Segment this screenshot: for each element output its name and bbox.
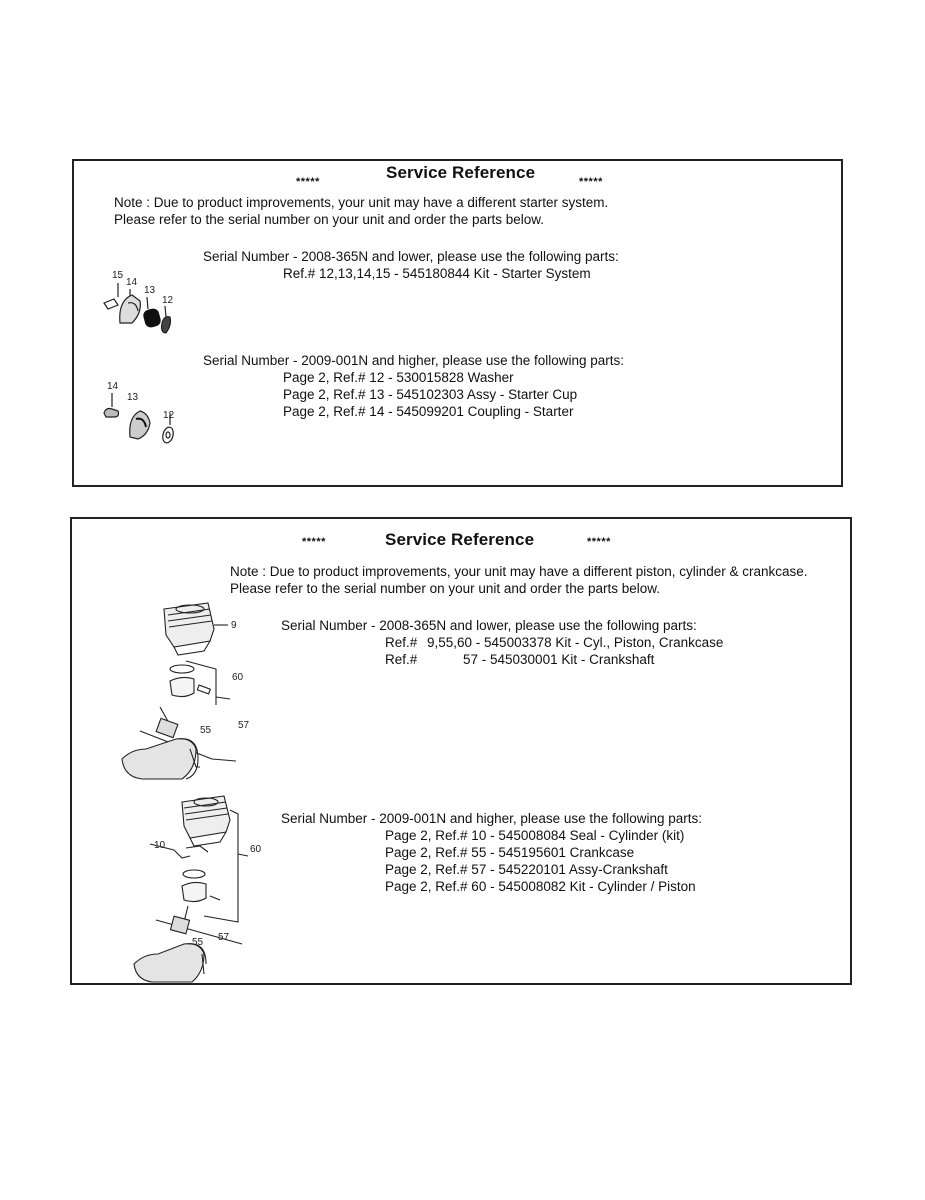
old-serial-heading: Serial Number - 2008-365N and lower, please use the following parts: (203, 249, 619, 264)
part-line: Page 2, Ref.# 13 - 545102303 Assy - Starter Cup (283, 387, 578, 402)
callout-13: 13 (144, 285, 156, 296)
engine-exploded-drawing (124, 794, 254, 984)
part-line: Page 2, Ref.# 55 - 545195601 Crankcase (385, 845, 635, 860)
ref-label: Ref.# (385, 652, 418, 667)
old-serial-section (281, 617, 723, 668)
ref-label: Ref.# (385, 635, 418, 650)
callout-9: 9 (231, 620, 237, 631)
new-serial-section (203, 352, 624, 420)
part-line: Page 2, Ref.# 12 - 530015828 Washer (283, 370, 514, 385)
old-serial-section (203, 248, 619, 282)
note (114, 194, 608, 228)
part-line (281, 634, 723, 651)
new-serial-section (281, 810, 702, 895)
part-line: Page 2, Ref.# 57 - 545220101 Assy-Crankshaft (385, 862, 668, 877)
callout-60: 60 (232, 672, 244, 683)
old-serial-heading: Serial Number - 2008-365N and lower, please use the following parts: (281, 618, 697, 633)
note-line-1: Note : Due to product improvements, your unit may have a different starter system. (114, 195, 609, 210)
callout-55: 55 (200, 725, 212, 736)
note (230, 563, 808, 597)
starter-cup-coupling-washer-drawing (102, 393, 182, 453)
callout-55: 55 (192, 937, 204, 948)
callout-12: 12 (162, 295, 174, 306)
box-title: Service Reference (386, 163, 536, 182)
callout-12: 12 (163, 410, 175, 421)
engine-exploded-drawing (112, 599, 242, 779)
box-title: Service Reference (385, 530, 535, 549)
part-line (281, 651, 723, 668)
new-serial-heading: Serial Number - 2009-001N and higher, please use the following parts: (281, 811, 702, 826)
ref-detail: 57 - 545030001 Kit - Crankshaft (463, 652, 655, 667)
callout-57: 57 (218, 932, 230, 943)
callout-57: 57 (238, 720, 250, 731)
stars-left: ***** (302, 536, 326, 548)
note-line-2: Please refer to the serial number on your unit and order the parts below. (230, 581, 660, 596)
note-line-2: Please refer to the serial number on your unit and order the parts below. (114, 212, 544, 227)
starter-parts-drawing (102, 279, 182, 341)
part-line: Page 2, Ref.# 60 - 545008082 Kit - Cylinder / Piston (385, 879, 696, 894)
callout-60: 60 (250, 844, 262, 855)
callout-14: 14 (126, 277, 138, 288)
stars-right: ***** (579, 176, 603, 188)
part-line: Page 2, Ref.# 14 - 545099201 Coupling - Starter (283, 404, 574, 419)
stars-right: ***** (587, 536, 611, 548)
callout-14: 14 (107, 381, 119, 392)
note-line-1: Note : Due to product improvements, your unit may have a different piston, cylinder & crankcase. (230, 564, 808, 579)
new-serial-heading: Serial Number - 2009-001N and higher, please use the following parts: (203, 353, 624, 368)
callout-10: 10 (154, 840, 166, 851)
service-reference-starter-box (72, 159, 843, 487)
service-reference-cylinder-box (70, 517, 852, 985)
part-line: Ref.# 12,13,14,15 - 545180844 Kit - Starter System (283, 266, 591, 281)
ref-detail: 9,55,60 - 545003378 Kit - Cyl., Piston, Crankcase (427, 635, 724, 650)
callout-15: 15 (112, 270, 124, 281)
part-line: Page 2, Ref.# 10 - 545008084 Seal - Cylinder (kit) (385, 828, 685, 843)
callout-13: 13 (127, 392, 139, 403)
stars-left: ***** (296, 176, 320, 188)
